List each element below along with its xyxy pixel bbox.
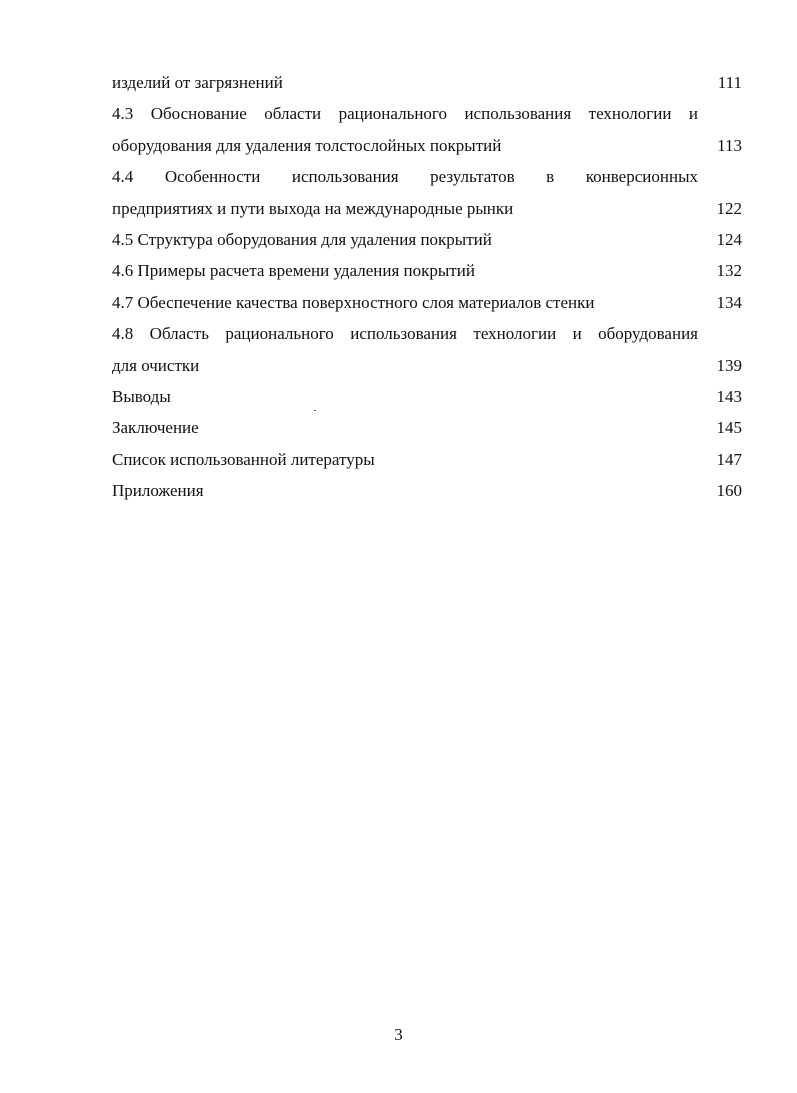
toc-entry-text: оборудования для удаления толстослойных покрытий xyxy=(112,135,502,155)
toc-entry-text: 4.3 Обоснование области рационального использования технологии и xyxy=(112,104,698,124)
toc-entry-text: для очистки xyxy=(112,355,200,375)
toc-entry-text: предприятиях и пути выхода на международные рынки xyxy=(112,198,514,218)
toc-entry xyxy=(112,350,742,381)
toc-entry xyxy=(112,193,742,224)
toc-entry xyxy=(112,412,742,443)
toc-entry xyxy=(112,287,742,318)
toc-entry xyxy=(112,444,742,475)
toc-entry-text: 4.8 Область рационального использования технологии и оборудования xyxy=(112,324,698,344)
table-of-contents xyxy=(112,67,742,506)
toc-entry-page: 145 xyxy=(716,418,742,438)
toc-entry xyxy=(112,318,742,349)
toc-entry-text: Приложения xyxy=(112,481,204,501)
toc-entry xyxy=(112,255,742,286)
toc-entry-text: Заключение xyxy=(112,418,199,438)
toc-entry xyxy=(112,224,742,255)
toc-entry xyxy=(112,475,742,506)
toc-entry-text: 4.7 Обеспечение качества поверхностного слоя материалов стенки xyxy=(112,292,595,312)
toc-entry-page: 122 xyxy=(716,198,742,218)
toc-entry xyxy=(112,98,742,129)
toc-entry-page: 160 xyxy=(716,481,742,501)
toc-entry-text: 4.6 Примеры расчета времени удаления покрытий xyxy=(112,261,475,281)
scan-speck xyxy=(314,410,316,411)
toc-entry-page: 134 xyxy=(716,292,742,312)
toc-entry-text: Список использованной литературы xyxy=(112,449,375,469)
toc-entry-page: 147 xyxy=(716,449,742,469)
toc-entry-text: 4.5 Структура оборудования для удаления покрытий xyxy=(112,229,492,249)
toc-entry xyxy=(112,67,742,98)
toc-entry-text: изделий от загрязнений xyxy=(112,73,283,92)
toc-entry-page: 132 xyxy=(716,261,742,281)
toc-entry xyxy=(112,381,742,412)
toc-entry-page: 139 xyxy=(716,355,742,375)
toc-entry-page: 113 xyxy=(717,135,742,155)
toc-entry xyxy=(112,130,742,161)
toc-entry-page: 111 xyxy=(717,73,742,92)
toc-entry xyxy=(112,161,742,192)
toc-entry-text: Выводы xyxy=(112,386,171,406)
toc-entry-page: 143 xyxy=(716,386,742,406)
toc-entry-text: 4.4 Особенности использования результатов в конверсионных xyxy=(112,167,698,187)
page-number: 3 xyxy=(394,1025,403,1044)
toc-entry-page: 124 xyxy=(716,229,742,249)
